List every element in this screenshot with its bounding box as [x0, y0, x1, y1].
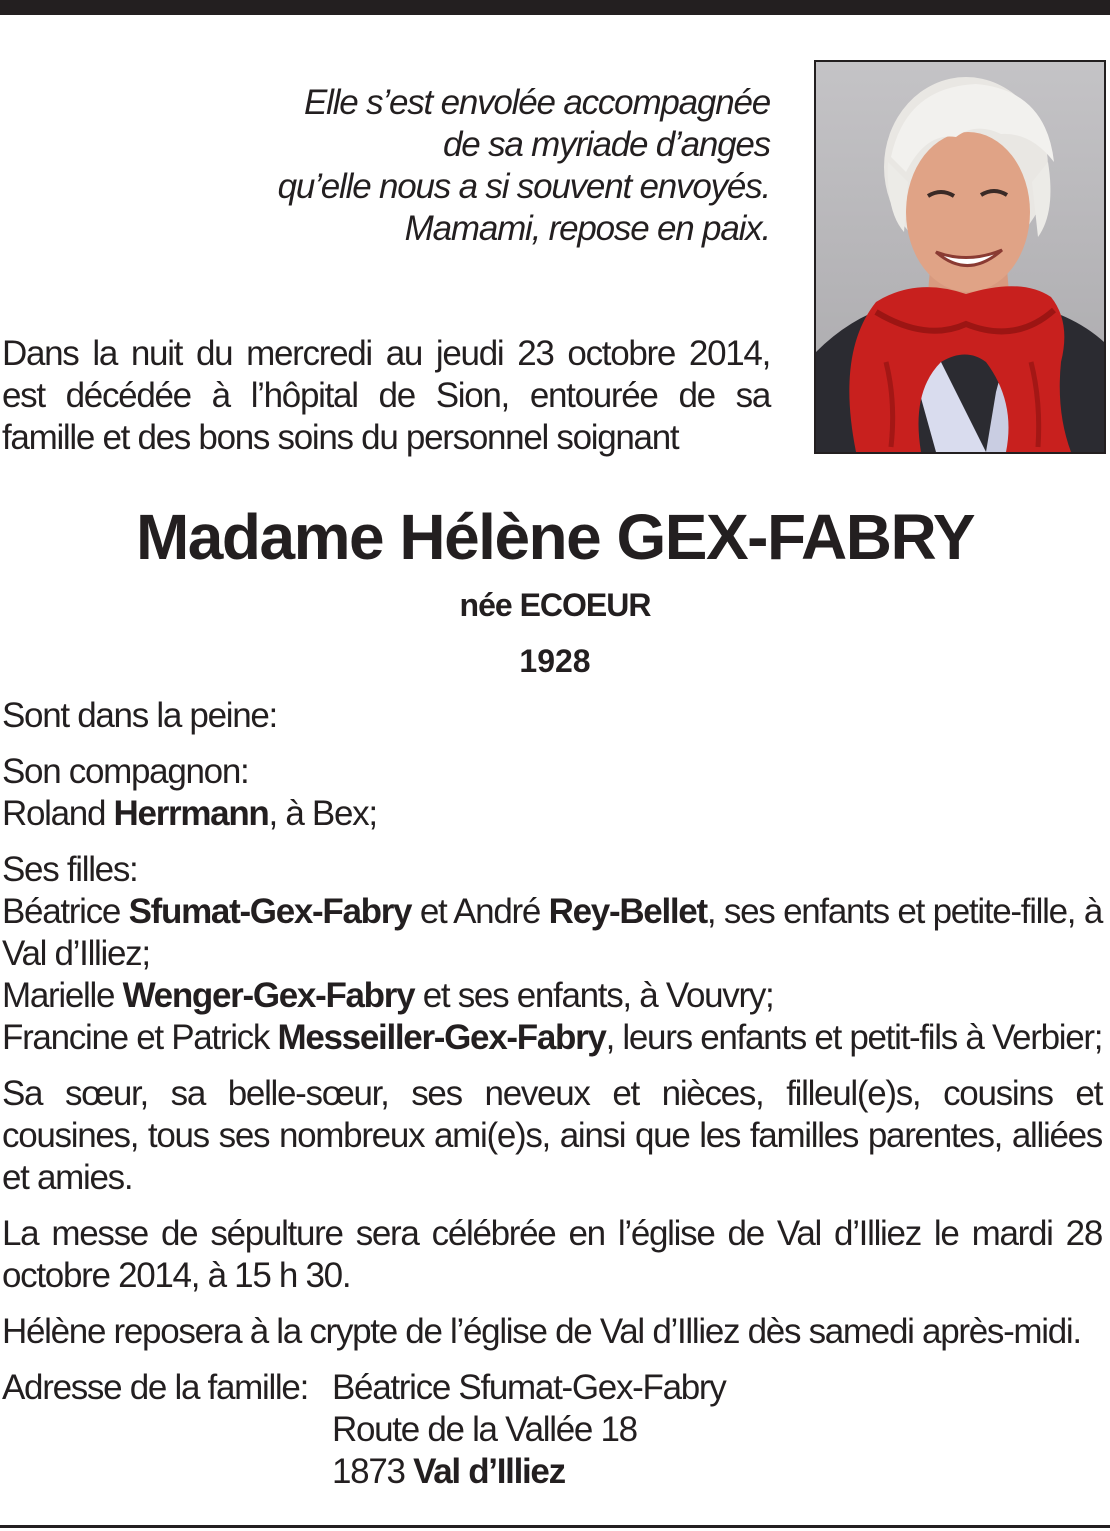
in-mourning-heading: Sont dans la peine:: [2, 696, 277, 735]
companion-first: Roland: [2, 794, 114, 833]
extended-family: Sa sœur, sa belle-sœur, ses neveux et nièces, filleul(e)s, cousins et cousines, tous ses nombreux ami(e)s, ainsi que les familles parentes, alliées et amies.: [2, 1074, 1102, 1197]
address-name: Béatrice Sfumat-Gex-Fabry: [332, 1368, 726, 1407]
poem-line: de sa myriade d’anges: [443, 125, 770, 164]
top-rule: [0, 0, 1110, 15]
resting-place: Hélène reposera à la crypte de l’église de Val d’Illiez dès samedi après-midi.: [2, 1312, 1081, 1351]
daughter-1: [2, 891, 1102, 975]
birth-year: 1928: [519, 643, 591, 679]
address-line-3: [2, 1451, 1102, 1493]
portrait-photo: [814, 60, 1106, 454]
maiden-name: née ECOEUR: [459, 587, 651, 623]
address-label: Adresse de la famille:: [2, 1368, 309, 1407]
daughter-2-first: Marielle: [2, 976, 123, 1015]
deceased-name: Madame Hélène GEX-FABRY: [135, 501, 975, 573]
address-line-1: [2, 1367, 1102, 1409]
daughter-1-mid: et André: [411, 892, 549, 931]
daughter-2-rest: et ses enfants, à Vouvry;: [414, 976, 774, 1015]
daughter-3-last: Messeiller-Gex-Fabry: [277, 1018, 606, 1057]
daughter-3-first: Francine et Patrick: [2, 1018, 278, 1057]
family-address: [2, 1367, 1102, 1493]
announcement-body: [2, 695, 1102, 1493]
portrait-illustration: [816, 62, 1104, 452]
companion-block: [2, 751, 1102, 835]
bottom-rule: [0, 1525, 1110, 1528]
intro-text: Dans la nuit du mercredi au jeudi 23 octobre 2014, est décédée à l’hôpital de Sion, entourée de sa famille et des bons soins du personnel soignant: [2, 334, 770, 457]
poem-line: qu’elle nous a si souvent envoyés.: [277, 167, 770, 206]
daughters-block: [2, 849, 1102, 1059]
daughter-3-rest: , leurs enfants et petit-fils à Verbier;: [605, 1018, 1103, 1057]
companion-last: Herrmann: [113, 794, 269, 833]
address-city: Val d’Illiez: [413, 1452, 565, 1491]
daughter-1-rest: , ses enfants et petite-fille, à Val d’Illiez;: [2, 892, 1103, 973]
companion-rest: , à Bex;: [268, 794, 377, 833]
address-zip: 1873: [332, 1452, 414, 1491]
poem-line: Elle s’est envolée accompagnée: [304, 83, 770, 122]
daughter-2: [2, 975, 1102, 1017]
daughter-2-last: Wenger-Gex-Fabry: [122, 976, 415, 1015]
address-street: Route de la Vallée 18: [332, 1410, 637, 1449]
address-line-2: [2, 1409, 1102, 1451]
companion-title: Son compagnon:: [2, 752, 249, 791]
daughter-3: [2, 1017, 1102, 1059]
address-city-line: [332, 1451, 565, 1493]
daughter-1-partner: Rey-Bellet: [548, 892, 707, 931]
poem-line: Mamami, repose en paix.: [404, 209, 770, 248]
poem: [200, 82, 770, 250]
daughter-1-first: Béatrice: [2, 892, 129, 931]
daughters-title: Ses filles:: [2, 850, 138, 889]
funeral-mass: La messe de sépulture sera célébrée en l’église de Val d’Illiez le mardi 28 octobre 2014, à 15 h 30.: [2, 1214, 1102, 1295]
daughter-1-last: Sfumat-Gex-Fabry: [128, 892, 412, 931]
